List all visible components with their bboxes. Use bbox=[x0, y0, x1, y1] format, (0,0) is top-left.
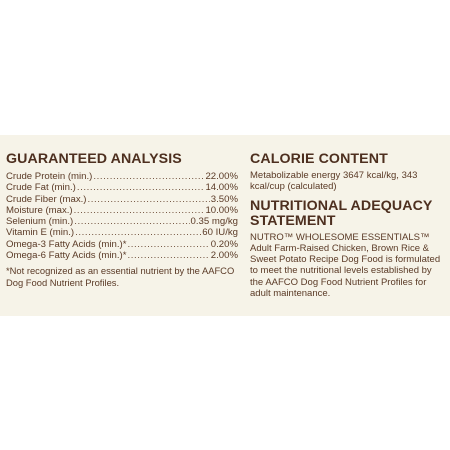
analysis-row-label: Crude Fiber (max.) bbox=[6, 193, 87, 205]
analysis-row-omega-3 bbox=[6, 239, 238, 250]
analysis-row-crude-fiber bbox=[6, 194, 238, 205]
analysis-row-label: Moisture (max.) bbox=[6, 204, 73, 216]
analysis-table bbox=[6, 171, 238, 261]
leader-dots bbox=[93, 171, 204, 182]
analysis-row-label: Crude Protein (min.) bbox=[6, 171, 93, 182]
nutritional-adequacy-heading: NUTRITIONAL ADEQUACY STATEMENT bbox=[250, 197, 433, 230]
analysis-row-label: Omega-3 Fatty Acids (min.)* bbox=[6, 238, 127, 250]
analysis-row-value: 22.00% bbox=[205, 171, 238, 182]
analysis-row-value: 0.20% bbox=[210, 238, 238, 250]
analysis-row-label: Omega-6 Fatty Acids (min.)* bbox=[6, 250, 127, 262]
leader-dots bbox=[74, 216, 189, 227]
leader-dots bbox=[88, 194, 210, 205]
analysis-footnote: *Not recognized as an essential nutrient by the AAFCO Dog Food Nutrient Profiles. bbox=[6, 265, 235, 288]
analysis-row-label: Vitamin E (min.) bbox=[6, 227, 75, 239]
guaranteed-analysis-heading: GUARANTEED ANALYSIS bbox=[6, 151, 182, 167]
guaranteed-analysis-section bbox=[6, 152, 238, 297]
analysis-row-moisture bbox=[6, 205, 238, 216]
calorie-content-heading: CALORIE CONTENT bbox=[250, 151, 388, 167]
leader-dots bbox=[128, 250, 210, 261]
calorie-content-text: Metabolizable energy 3647 kcal/kg, 343 kcal/cup (calculated) bbox=[250, 170, 418, 193]
leader-dots bbox=[77, 182, 205, 193]
analysis-row-value: 60 IU/kg bbox=[202, 227, 238, 239]
analysis-row-vitamin-e bbox=[6, 227, 238, 238]
analysis-row-value: 14.00% bbox=[205, 182, 238, 194]
analysis-row-value: 3.50% bbox=[210, 193, 238, 205]
leader-dots bbox=[75, 227, 201, 238]
leader-dots bbox=[128, 239, 210, 250]
analysis-row-omega-6 bbox=[6, 250, 238, 261]
nutritional-adequacy-text: NUTRO™ WHOLESOME ESSENTIALS™ Adult Farm-Raised Chicken, Brown Rice & Sweet Potato Recipe Dog Food is formulated to meet the nutritional levels established by the AAFCO Dog Food Nutrient Profiles for adult maintenance. bbox=[250, 231, 441, 300]
analysis-row-selenium bbox=[6, 216, 238, 227]
analysis-row-crude-protein bbox=[6, 171, 238, 182]
analysis-row-label: Selenium (min.) bbox=[6, 216, 74, 228]
calorie-and-adequacy-section bbox=[250, 152, 446, 299]
analysis-row-crude-fat bbox=[6, 182, 238, 193]
leader-dots bbox=[74, 205, 205, 216]
analysis-row-value: 0.35 mg/kg bbox=[190, 216, 238, 228]
analysis-row-value: 10.00% bbox=[205, 204, 238, 216]
analysis-row-value: 2.00% bbox=[210, 250, 238, 262]
analysis-row-label: Crude Fat (min.) bbox=[6, 182, 76, 194]
